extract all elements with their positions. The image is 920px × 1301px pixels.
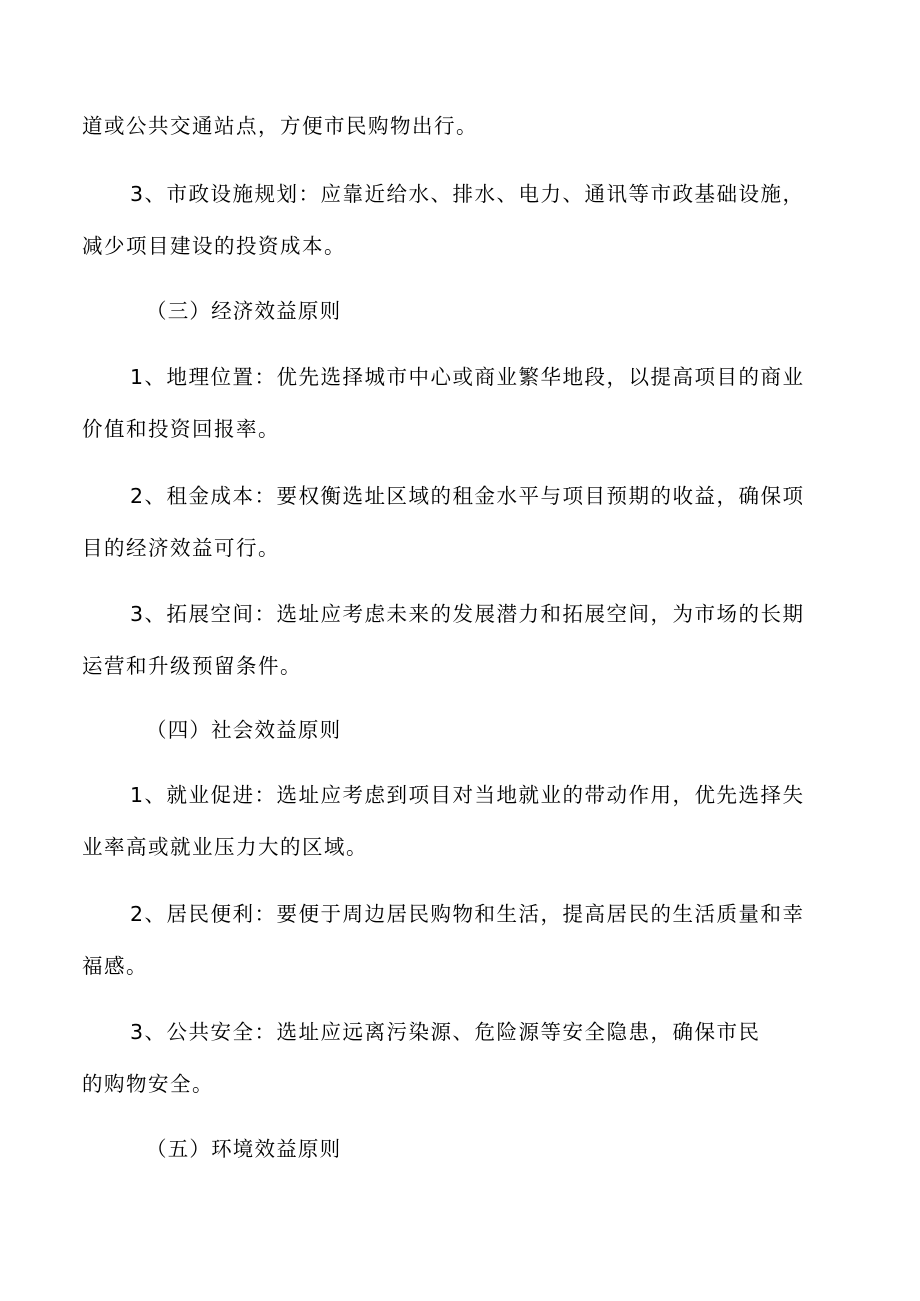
section-heading: （四）社会效益原则 — [146, 718, 342, 742]
paragraph-line: 业率高或就业压力大的区域。 — [82, 835, 368, 859]
section-heading: （三）经济效益原则 — [146, 299, 342, 323]
paragraph-line: 目的经济效益可行。 — [82, 536, 280, 560]
paragraph-line: 1、就业促进：选址应考虑到项目对当地就业的带动作用，优先选择失 — [130, 783, 805, 807]
paragraph-line: 的购物安全。 — [82, 1072, 214, 1096]
paragraph-line: 价值和投资回报率。 — [82, 417, 280, 441]
section-heading: （五）环境效益原则 — [146, 1137, 342, 1161]
paragraph-line: 道或公共交通站点，方便市民购物出行。 — [82, 114, 478, 138]
paragraph-line: 福感。 — [82, 954, 148, 978]
paragraph-line: 2、居民便利：要便于周边居民购物和生活，提高居民的生活质量和幸 — [130, 902, 805, 926]
paragraph-line: 减少项目建设的投资成本。 — [82, 234, 346, 258]
paragraph-line: 3、公共安全：选址应远离污染源、危险源等安全隐患，确保市民 — [130, 1020, 761, 1044]
paragraph-line: 3、市政设施规划：应靠近给水、排水、电力、通讯等市政基础设施， — [130, 182, 805, 206]
paragraph-line: 1、地理位置：优先选择城市中心或商业繁华地段，以提高项目的商业 — [130, 365, 805, 389]
paragraph-line: 运营和升级预留条件。 — [82, 654, 302, 678]
paragraph-line: 3、拓展空间：选址应考虑未来的发展潜力和拓展空间，为市场的长期 — [130, 602, 805, 626]
paragraph-line: 2、租金成本：要权衡选址区域的租金水平与项目预期的收益，确保项 — [130, 484, 805, 508]
